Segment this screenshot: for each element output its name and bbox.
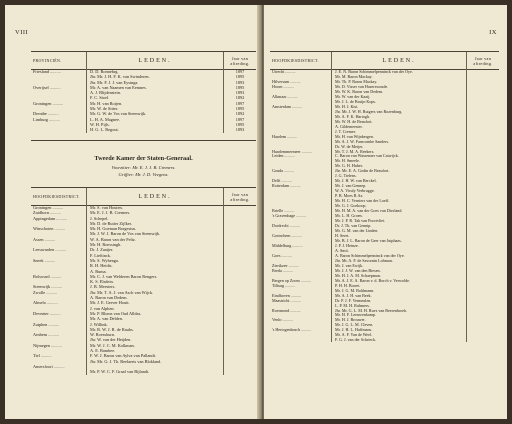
divider [31, 140, 256, 141]
district-cell: Roermond .......... [270, 308, 332, 313]
member-cell: Mr. G. W. de Vos van Steenwijk. [87, 111, 224, 116]
member-cell: Mr. T. J. M. A. Reekers. [332, 149, 467, 154]
member-cell: Jhr. Mr. A. F. de Savornin Lohman. [332, 258, 467, 263]
member-cell: Mr. G. J. Goekoop. [332, 203, 467, 208]
year-cell: 1895 [235, 74, 245, 80]
district-cell: Assen .......... [31, 237, 87, 242]
right-page [264, 5, 507, 419]
district-cell: 's Hertogenbosch .......... [270, 327, 332, 332]
column-header-year: Jaar van aftreding. [230, 55, 250, 66]
clerk-line: Griffier: Mr. J. D. Veegens. [118, 172, 169, 177]
district-cell [270, 337, 332, 342]
year-cell [467, 337, 499, 342]
district-cell: Breda .......... [270, 268, 332, 273]
member-cell: J. B. Meesters. [87, 284, 224, 289]
district-cell: Amsterdam .......... [270, 104, 332, 109]
district-cell: Almelo .......... [31, 300, 87, 305]
district-cell: Hilversum .......... [270, 79, 332, 84]
year-cell: 1892 [235, 95, 245, 101]
member-cell: Dr. J. Th. van Gennip. [332, 223, 467, 228]
member-cell: Dr. W. de Meijer. [332, 144, 467, 149]
member-cell: Mr. B. J. L. Baron de Geer van Jutphaas. [332, 238, 467, 243]
member-cell: Dr. J. Zaaijer. [87, 247, 224, 252]
member-cell: Mr. A. van Delden. [87, 316, 224, 321]
year-cell: 1897 [235, 69, 245, 74]
second-chamber-table-header [31, 187, 256, 206]
column-header-district: HOOFDKIESDISTRICT. [31, 188, 87, 205]
district-cell: Sneek .......... [31, 258, 87, 263]
district-cell: Utrecht .......... [270, 69, 332, 74]
district-cell: Winschoten .......... [31, 226, 87, 231]
year-cell: 1895 [235, 84, 245, 90]
member-cell: Mr. H. J. A. M. Schaepman. [332, 273, 467, 278]
district-cell: Goes .......... [270, 253, 332, 258]
district-cell: Bolsward .......... [31, 274, 87, 279]
district-cell: Maastricht .......... [270, 298, 332, 303]
member-cell: L. P. M. H. Ruhmers. [332, 303, 467, 308]
member-cell: W. A. Baron van der Feltz. [87, 237, 224, 242]
member-cell: Mr. H. J. Kist. [332, 104, 467, 109]
member-cell: Mr. A. J. W. Farncombe Sanders. [332, 139, 467, 144]
member-cell: J. T. Cremer. [332, 129, 467, 134]
member-cell: Mr. A. F. Van de Weel. [332, 332, 467, 337]
member-cell: Mr. W. de Sitter. [87, 106, 224, 111]
member-cell: A. E. Bambee. [87, 348, 224, 353]
member-cell: Mr. J. G. M. Bohlmann. [332, 288, 467, 293]
member-cell: W. A. Viruly Verbrugge. [332, 188, 467, 193]
chairman-line: Voorzitter: Mr. E. J. J. B. Cremers. [111, 165, 176, 170]
member-cell: Mr. G. H. Huber. [332, 163, 467, 168]
district-cell: Groningen .......... [31, 101, 87, 106]
member-cell: Jhr. Mr. F. J. J. van Eysinga. [87, 80, 224, 85]
member-cell: Mr. D. Visser van Hazerswoude. [332, 84, 467, 89]
member-cell: J. Willink. [87, 322, 224, 327]
member-cell: F. W. J. Baron van Aylva van Pallandt. [87, 353, 224, 358]
member-cell: Mr. H. C. Verniers van der Loeff. [332, 198, 467, 203]
district-cell: Alkmaar .......... [270, 94, 332, 99]
member-cell: Mr. H. F. Leeuwenkamp. [332, 312, 467, 317]
member-cell: Mr. J. E. Gerver Houtt. [87, 300, 224, 305]
member-cell: Mr. S. van Houten. [87, 205, 224, 210]
member-cell: Mr. G. M. van der Linden. [332, 228, 467, 233]
member-cell: Mr. H. Smeele. [332, 158, 467, 163]
member-cell: A. J. Blijdenstein. [87, 90, 224, 95]
member-cell: Jhr. Mr. G. J. Th. Beelaerts van Blokland. [87, 359, 224, 364]
member-cell: H. Seret. [332, 233, 467, 238]
year-cell: 1895 [235, 121, 245, 127]
member-cell: Jhr. Mr. T. A. J. van Asch van Wijck. [87, 290, 224, 295]
district-cell: Bergen op Zoom .......... [270, 278, 332, 283]
member-cell: P. B. Moes R.Az. [332, 193, 467, 198]
member-cell: R. H. Heidts. [87, 263, 224, 268]
member-cell: Mr. A. F. K. Hartogh. [332, 114, 467, 119]
page-number-right: IX [489, 29, 497, 36]
district-cell: Friesland .......... [31, 69, 87, 74]
member-cell: Mr. P. Bloms van Oud Alblas. [87, 311, 224, 316]
district-cell: Haarlem .......... [270, 134, 332, 139]
member-cell: H. G. L. Regout. [87, 127, 224, 132]
member-cell: Mr. J. G. L. M. Cleven. [332, 322, 467, 327]
member-cell: L. H. A. Magnee. [87, 117, 224, 122]
district-cell: Overijsel .......... [31, 85, 87, 90]
member-cell: Mr. J. W. J. Baron de Vos van Steenwijk. [87, 231, 224, 236]
section-title: Tweede Kamer der Staten-Generaal. [94, 155, 193, 162]
year-cell: 1893 [235, 90, 245, 96]
member-cell: Mr. S. Wybenga. [87, 258, 224, 263]
district-cell: Zutphen .......... [31, 322, 87, 327]
district-cell: Gouda .......... [270, 168, 332, 173]
district-cell: Delft .......... [270, 178, 332, 183]
column-header-year: Jaar van aftreding. [473, 55, 493, 66]
member-cell: Jhr. Mr. E. A. Godin de Beaufort. [332, 168, 467, 173]
first-chamber-rows [31, 69, 256, 133]
member-cell: Mr. P. W. C. F. Graaf van Bijlandt. [87, 369, 224, 374]
member-cell: J. van Alphen. [87, 306, 224, 311]
district-cell [31, 369, 87, 374]
column-header-members: LEDEN. [87, 188, 224, 205]
district-cell: Zuidhorn .......... [31, 210, 87, 215]
district-cell: Limburg .......... [31, 117, 87, 122]
district-cell: 's Gravenhage .......... [270, 213, 332, 218]
column-header-provinces: PROVINCIËN. [31, 52, 87, 69]
member-cell: J. E. N. Baron Schimmelpenninck van der Oye. [332, 69, 467, 74]
district-cell: Brielle .......... [270, 208, 332, 213]
member-cell: Mr. H. van Wijnbergen. [332, 134, 467, 139]
column-header-district: HOOFDKIESDISTRICT. [270, 52, 332, 69]
member-cell: A. Buma. [87, 269, 224, 274]
district-cell: Steenwijk .......... [31, 284, 87, 289]
member-cell: Mr. D. de Ruiter Zijlker. [87, 221, 224, 226]
year-cell: 1895 [235, 106, 245, 112]
member-cell: J. P. J. Heinze. [332, 243, 467, 248]
year-cell: 1897 [235, 100, 245, 106]
member-cell: C. Baron van Wassenaer van Catwijck. [332, 153, 467, 158]
column-header-members: LEDEN. [332, 52, 467, 69]
column-header-year: Jaar van aftreding. [230, 191, 250, 202]
year-cell: 1893 [235, 79, 245, 85]
table-row [270, 337, 499, 342]
member-cell: Mr. W. J. C. M. Kolkman. [87, 343, 224, 348]
member-cell: Jhr. W. van der Heijden. [87, 337, 224, 342]
district-cell: Amersfoort .......... [31, 364, 87, 369]
member-cell: F. C. Stoel. [87, 95, 224, 100]
year-cell: 1897 [235, 116, 245, 122]
right-table-rows [270, 69, 499, 342]
member-cell: Mr. E. J. J. B. Cremers. [87, 210, 224, 215]
member-cell: Mr. J. H. W. van Berckel. [332, 178, 467, 183]
member-cell: Jhr. Mr. J. W. H. Rutgers van Rozenburg. [332, 109, 467, 114]
member-cell: Mr. C. J. van Welderen Baron Rengers. [87, 274, 224, 279]
district-cell: Leeuwarden .......... [31, 247, 87, 252]
district-cell: Arnhem .......... [31, 332, 87, 337]
district-cell: Zwolle .......... [31, 290, 87, 295]
member-cell: A. Gildemeester. [332, 124, 467, 129]
district-cell: Gorinchem .......... [270, 233, 332, 238]
district-cell: Groningen .......... [31, 205, 87, 210]
member-cell: Mr. H. J. Brouwer. [332, 317, 467, 322]
member-cell: Mr. J. P. R. Tak van Poortvliet. [332, 218, 467, 223]
member-cell: A. Smit. [332, 248, 467, 253]
member-cell: A. Baron Schimmelpenninck van der Oye. [332, 253, 467, 258]
member-cell: J. G. Tielens. [332, 173, 467, 178]
member-cell: Mr. J. van Ewijk. [332, 263, 467, 268]
member-cell: K. S. Elsdein. [87, 279, 224, 284]
member-cell: Mr. R. W. J. R. de Rauhs. [87, 327, 224, 332]
year-cell: 1893 [235, 127, 245, 133]
member-cell: Mr. Th. P. Baron Mackay. [332, 79, 467, 84]
member-cell: Mr. W. H. de Beaufort. [332, 119, 467, 124]
district-cell: Tilburg .......... [270, 283, 332, 288]
district-cell: Middelburg .......... [270, 243, 332, 248]
year-cell: 1892 [235, 111, 245, 117]
district-cell: Zierikzee .......... [270, 263, 332, 268]
year-cell [224, 369, 256, 374]
member-cell: Jhr. Mr. G. L. M. H. Ruys van Beerenbroek. [332, 308, 467, 313]
member-cell: Mr. H. Goeman Borgesius. [87, 226, 224, 231]
member-cell: Mr. J. van Gennep. [332, 183, 467, 188]
district-cell: Rotterdam .......... [270, 183, 332, 188]
district-cell [31, 127, 87, 132]
member-cell: Mr. J. L. de Bruijn Kops. [332, 99, 467, 104]
district-cell: Leiden .......... [270, 153, 332, 158]
district-cell: Haarlemmermeer .......... [270, 149, 332, 154]
district-cell: Appingedam .......... [31, 216, 87, 221]
second-chamber-rows [31, 205, 256, 375]
column-header-members: LEDEN. [87, 52, 224, 69]
table-row [31, 369, 256, 374]
district-cell: Deventer .......... [31, 311, 87, 316]
member-cell: Dr. P. J. F. Vermeulen. [332, 298, 467, 303]
member-cell: Mr. A. van Naamen van Eemnes. [87, 85, 224, 90]
member-cell: F. G. J. van der Schrieck. [332, 337, 467, 342]
member-cell: Mr. L. H. Groen. [332, 213, 467, 218]
district-cell: Tiel .......... [31, 353, 87, 358]
first-chamber-table-header [31, 51, 256, 70]
table-row [31, 127, 256, 132]
member-cell: Mr. A. J. E. A. Baron v. d. Borch v. Verwolde. [332, 278, 467, 283]
district-cell: Hoorn .......... [270, 84, 332, 89]
member-cell: W. H. Pijls. [87, 122, 224, 127]
member-cell: J. Schepel. [87, 216, 224, 221]
district-cell: Dordrecht .......... [270, 223, 332, 228]
member-cell: Mr. W. van der Kaaij. [332, 94, 467, 99]
district-cell: Eindhoven .......... [270, 293, 332, 298]
left-page [5, 5, 260, 419]
member-cell: D. D. Ronnebrg. [87, 69, 224, 74]
member-cell: Mr. H. Roessingh. [87, 242, 224, 247]
member-cell: Mr. J. H. L. Haffmans. [332, 327, 467, 332]
member-cell: F. Lieftinck. [87, 253, 224, 258]
member-cell: Mr. H. M. A. van der Goes van Dirxland. [332, 208, 467, 213]
page-number-left: VIII [15, 29, 29, 36]
right-table-header [270, 51, 499, 70]
member-cell: Mr. W. K. Baron van Dedem. [332, 89, 467, 94]
member-cell: W. Roessburn. [87, 332, 224, 337]
member-cell: P. H. H. Borret. [332, 283, 467, 288]
district-cell: Venlo .......... [270, 317, 332, 322]
member-cell: Mr. H. van Roijen. [87, 101, 224, 106]
member-cell: Mr. A. J. H. van Beek. [332, 293, 467, 298]
district-cell: Drenthe .......... [31, 111, 87, 116]
member-cell: Mr. J. J. W. van den Biesen. [332, 268, 467, 273]
member-cell: Jhr. Mr. J. H. F. K. van Swinderen. [87, 74, 224, 79]
district-cell: Nijmegen .......... [31, 343, 87, 348]
member-cell: Mr. M. Baron Mackay. [332, 74, 467, 79]
member-cell: A. Baron van Dedem. [87, 295, 224, 300]
